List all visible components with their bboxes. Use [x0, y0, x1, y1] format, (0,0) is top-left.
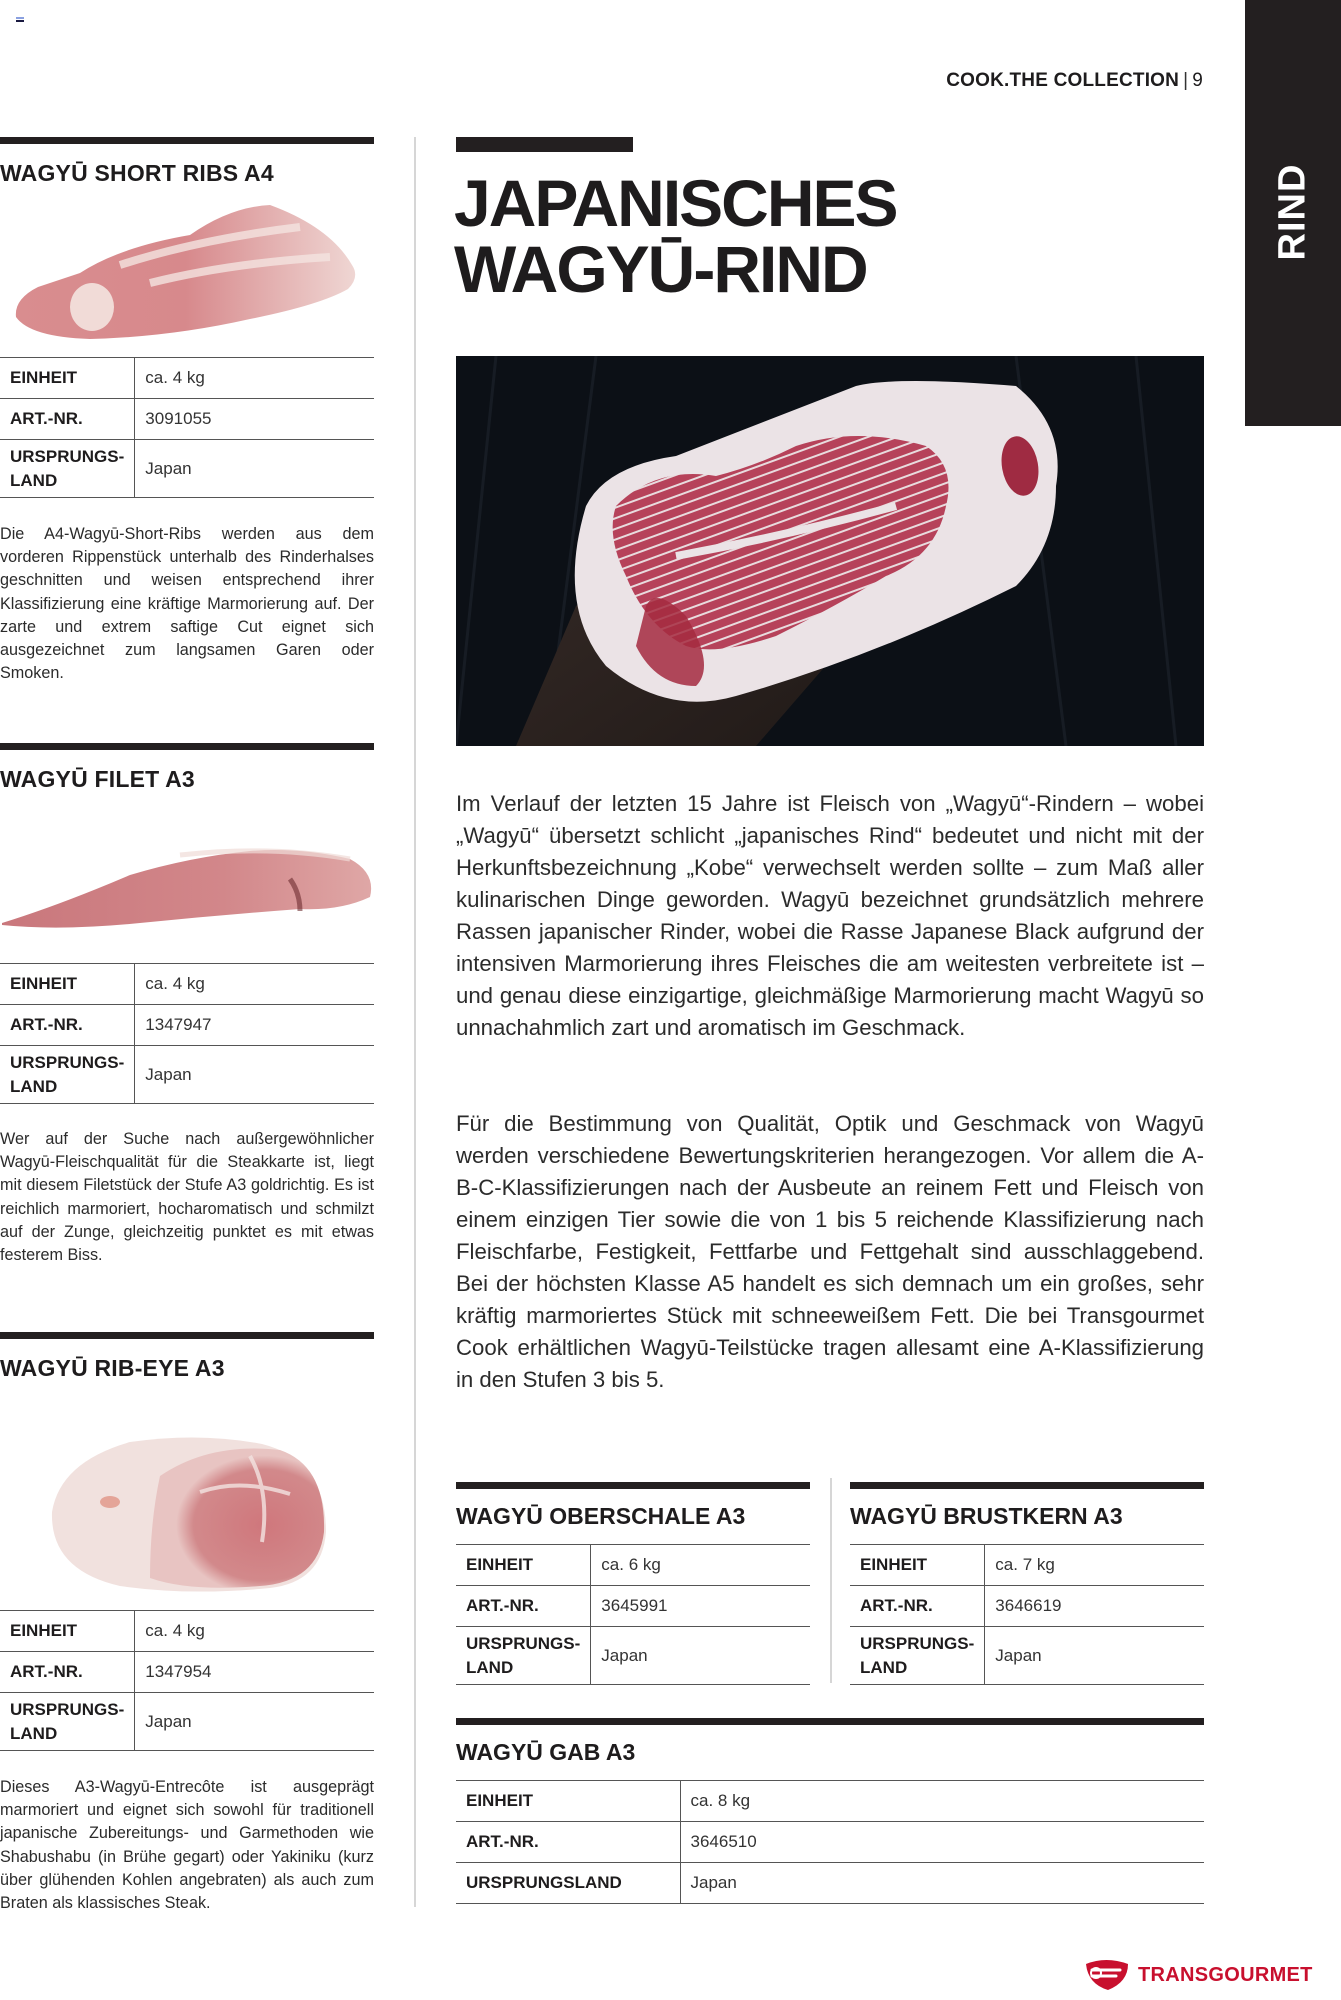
origin-label-line1: URSPRUNGS-	[10, 1052, 125, 1072]
product-title: WAGYŪ OBERSCHALE A3	[456, 1503, 746, 1529]
spec-label-unit: EINHEIT	[0, 964, 135, 1005]
spec-label-origin	[456, 1627, 591, 1685]
spec-value-origin: Japan	[985, 1627, 1204, 1685]
spec-value-unit: ca. 8 kg	[680, 1781, 1204, 1822]
intro-paragraph-1: Im Verlauf der letzten 15 Jahre ist Fleisch von „Wagyū“-Rindern – wobei „Wagyū“ übersetzt schlicht „japanisches Rind“ bedeutet und nicht mit der Herkunftsbezeichnung „Kobe“ verwechselt werden sollte – zum Maß aller kulinarischen Dinge geworden. Wagyū bezeichnet grundsätzlich mehrere Rassen japanischer Rinder, wobei die Rasse Japanese Black aufgrund der intensiven Marmorierung ihres Fleisches die am weitesten verbreitete ist – und genau diese einzigartige, gleichmäßige Marmorierung macht Wagyū so unnachahmlich zart und aromatisch im Geschmack.	[456, 791, 1204, 1040]
origin-label-line2: LAND	[10, 470, 58, 490]
filet-image	[0, 793, 374, 963]
product-title: WAGYŪ BRUSTKERN A3	[850, 1503, 1123, 1529]
spec-label-origin: URSPRUNGSLAND	[456, 1863, 680, 1904]
spec-label-article: ART.-NR.	[0, 399, 135, 440]
origin-label-line2: LAND	[10, 1723, 58, 1743]
spec-label-origin	[0, 440, 135, 498]
spec-table	[456, 1544, 810, 1685]
spec-label-unit: EINHEIT	[456, 1781, 680, 1822]
section-bar	[0, 137, 374, 144]
spec-value-unit: ca. 4 kg	[135, 964, 374, 1005]
product-description: Wer auf der Suche nach außergewöhnlicher Wagyū-Fleischqualität für die Steakkarte ist, liegt mit diesem Filetstück der Stufe A3 goldrichtig. Es ist reichlich marmoriert, hocharomatisch und schmilzt auf der Zunge, gleichzeitig punktet es mit etwas festerem Biss.	[0, 1130, 374, 1265]
origin-label-line2: LAND	[466, 1657, 514, 1677]
spec-value-origin: Japan	[680, 1863, 1204, 1904]
spec-table	[0, 357, 374, 498]
product-brustkern	[850, 1482, 1204, 1685]
product-title: WAGYŪ RIB-EYE A3	[0, 1355, 225, 1381]
spec-value-unit: ca. 4 kg	[135, 1611, 374, 1652]
intro-paragraph-2: Für die Bestimmung von Qualität, Optik und Geschmack von Wagyū werden verschiedene Bewertungskriterien herangezogen. Vor allem die A-B-C-Klassifizierungen nach der Ausbeute an reinem Fett und Fleisch von einem einzigen Tier sowie die von 1 bis 5 reichende Klassifizierung nach Fleischfarbe, Festigkeit, Fettfarbe und Fettgehalt sind ausschlaggebend. Bei der höchsten Klasse A5 handelt es sich demnach um ein großes, sehr kräftig marmoriertes Stück mit schneeweißem Fett. Die bei Transgourmet Cook erhältlichen Wagyū-Teilstücke tragen allesamt eine A-Klassifizierung in den Stufen 3 bis 5.	[456, 1111, 1204, 1392]
hero-wagyu-image	[456, 356, 1204, 746]
product-description: Die A4-Wagyū-Short-Ribs werden aus dem vorderen Rippenstück unterhalb des Rinderhalses geschnitten und weisen entsprechend ihrer Klassifizierung eine kräftige Marmorierung auf. Der zarte und extrem saftige Cut eignet sich ausgezeichnet zum langsamen Garen oder Smoken.	[0, 525, 374, 683]
spec-value-origin: Japan	[135, 1693, 374, 1751]
spec-value-unit: ca. 6 kg	[591, 1545, 810, 1586]
running-head	[946, 70, 1203, 92]
spec-label-origin	[850, 1627, 985, 1685]
spec-table	[0, 963, 374, 1104]
section-bar	[456, 1718, 1204, 1725]
product-oberschale	[456, 1482, 810, 1685]
spec-value-article: 3645991	[591, 1586, 810, 1627]
spec-value-origin: Japan	[135, 440, 374, 498]
spec-label-article: ART.-NR.	[0, 1005, 135, 1046]
spec-label-unit: EINHEIT	[850, 1545, 985, 1586]
collection-name: COOK.THE COLLECTION	[946, 70, 1180, 91]
spec-table	[850, 1544, 1204, 1685]
origin-label-line1: URSPRUNGS-	[10, 1699, 125, 1719]
spec-label-article: ART.-NR.	[850, 1586, 985, 1627]
spec-label-unit: EINHEIT	[0, 1611, 135, 1652]
sub-column-divider	[830, 1478, 832, 1683]
product-filet	[0, 743, 374, 1267]
column-divider	[414, 137, 416, 1907]
spec-value-origin: Japan	[591, 1627, 810, 1685]
origin-label-line1: URSPRUNGS-	[10, 446, 125, 466]
section-bar	[0, 1332, 374, 1339]
spec-value-unit: ca. 7 kg	[985, 1545, 1204, 1586]
transgourmet-emblem-icon	[1082, 1958, 1130, 1992]
origin-label-line2: LAND	[860, 1657, 908, 1677]
brand-name: TRANSGOURMET	[1138, 1963, 1313, 1986]
page-number: 9	[1192, 70, 1203, 91]
origin-label-line1: URSPRUNGS-	[860, 1633, 975, 1653]
title-bar	[456, 137, 633, 152]
origin-label-line2: LAND	[10, 1076, 58, 1096]
spec-label-origin	[0, 1046, 135, 1104]
spec-value-unit: ca. 4 kg	[135, 358, 374, 399]
spec-value-article: 3091055	[135, 399, 374, 440]
spec-value-article: 1347954	[135, 1652, 374, 1693]
spec-label-origin	[0, 1693, 135, 1751]
page-title-line1: JAPANISCHES	[454, 166, 897, 240]
section-bar	[0, 743, 374, 750]
spec-table	[0, 1610, 374, 1751]
spec-label-article: ART.-NR.	[0, 1652, 135, 1693]
product-title: WAGYŪ SHORT RIBS A4	[0, 160, 274, 186]
page-title-line2: WAGYŪ-RIND	[454, 232, 867, 306]
product-title: WAGYŪ GAB A3	[456, 1739, 636, 1765]
section-tab-label: RIND	[1271, 163, 1314, 261]
spec-label-unit: EINHEIT	[456, 1545, 591, 1586]
section-bar	[850, 1482, 1204, 1489]
section-bar	[456, 1482, 810, 1489]
spec-label-article: ART.-NR.	[456, 1586, 591, 1627]
product-description: Dieses A3-Wagyū-Entrecôte ist ausgeprägt marmoriert und eignet sich sowohl für traditionell japanische Zubereitungs- und Garmethoden wie Shabushabu (in Brühe gegart) oder Yakiniku (kurz über glühenden Kohlen angebraten) als auch zum Braten als klassisches Steak.	[0, 1778, 374, 1913]
menu-icon[interactable]	[16, 17, 24, 24]
product-gab	[456, 1718, 1204, 1904]
origin-label-line1: URSPRUNGS-	[466, 1633, 581, 1653]
page-title	[454, 166, 897, 306]
spec-table	[456, 1780, 1204, 1904]
spec-value-article: 3646619	[985, 1586, 1204, 1627]
transgourmet-logo[interactable]	[1082, 1958, 1313, 1992]
product-title: WAGYŪ FILET A3	[0, 766, 195, 792]
product-rib-eye	[0, 1332, 374, 1915]
spec-value-article: 3646510	[680, 1822, 1204, 1863]
spec-value-article: 1347947	[135, 1005, 374, 1046]
spec-value-origin: Japan	[135, 1046, 374, 1104]
spec-label-article: ART.-NR.	[456, 1822, 680, 1863]
header-separator: |	[1183, 70, 1189, 91]
section-tab-rind[interactable]	[1245, 0, 1341, 426]
short-ribs-image	[0, 187, 374, 357]
product-short-ribs	[0, 137, 374, 685]
spec-label-unit: EINHEIT	[0, 358, 135, 399]
rib-eye-image	[0, 1382, 374, 1612]
